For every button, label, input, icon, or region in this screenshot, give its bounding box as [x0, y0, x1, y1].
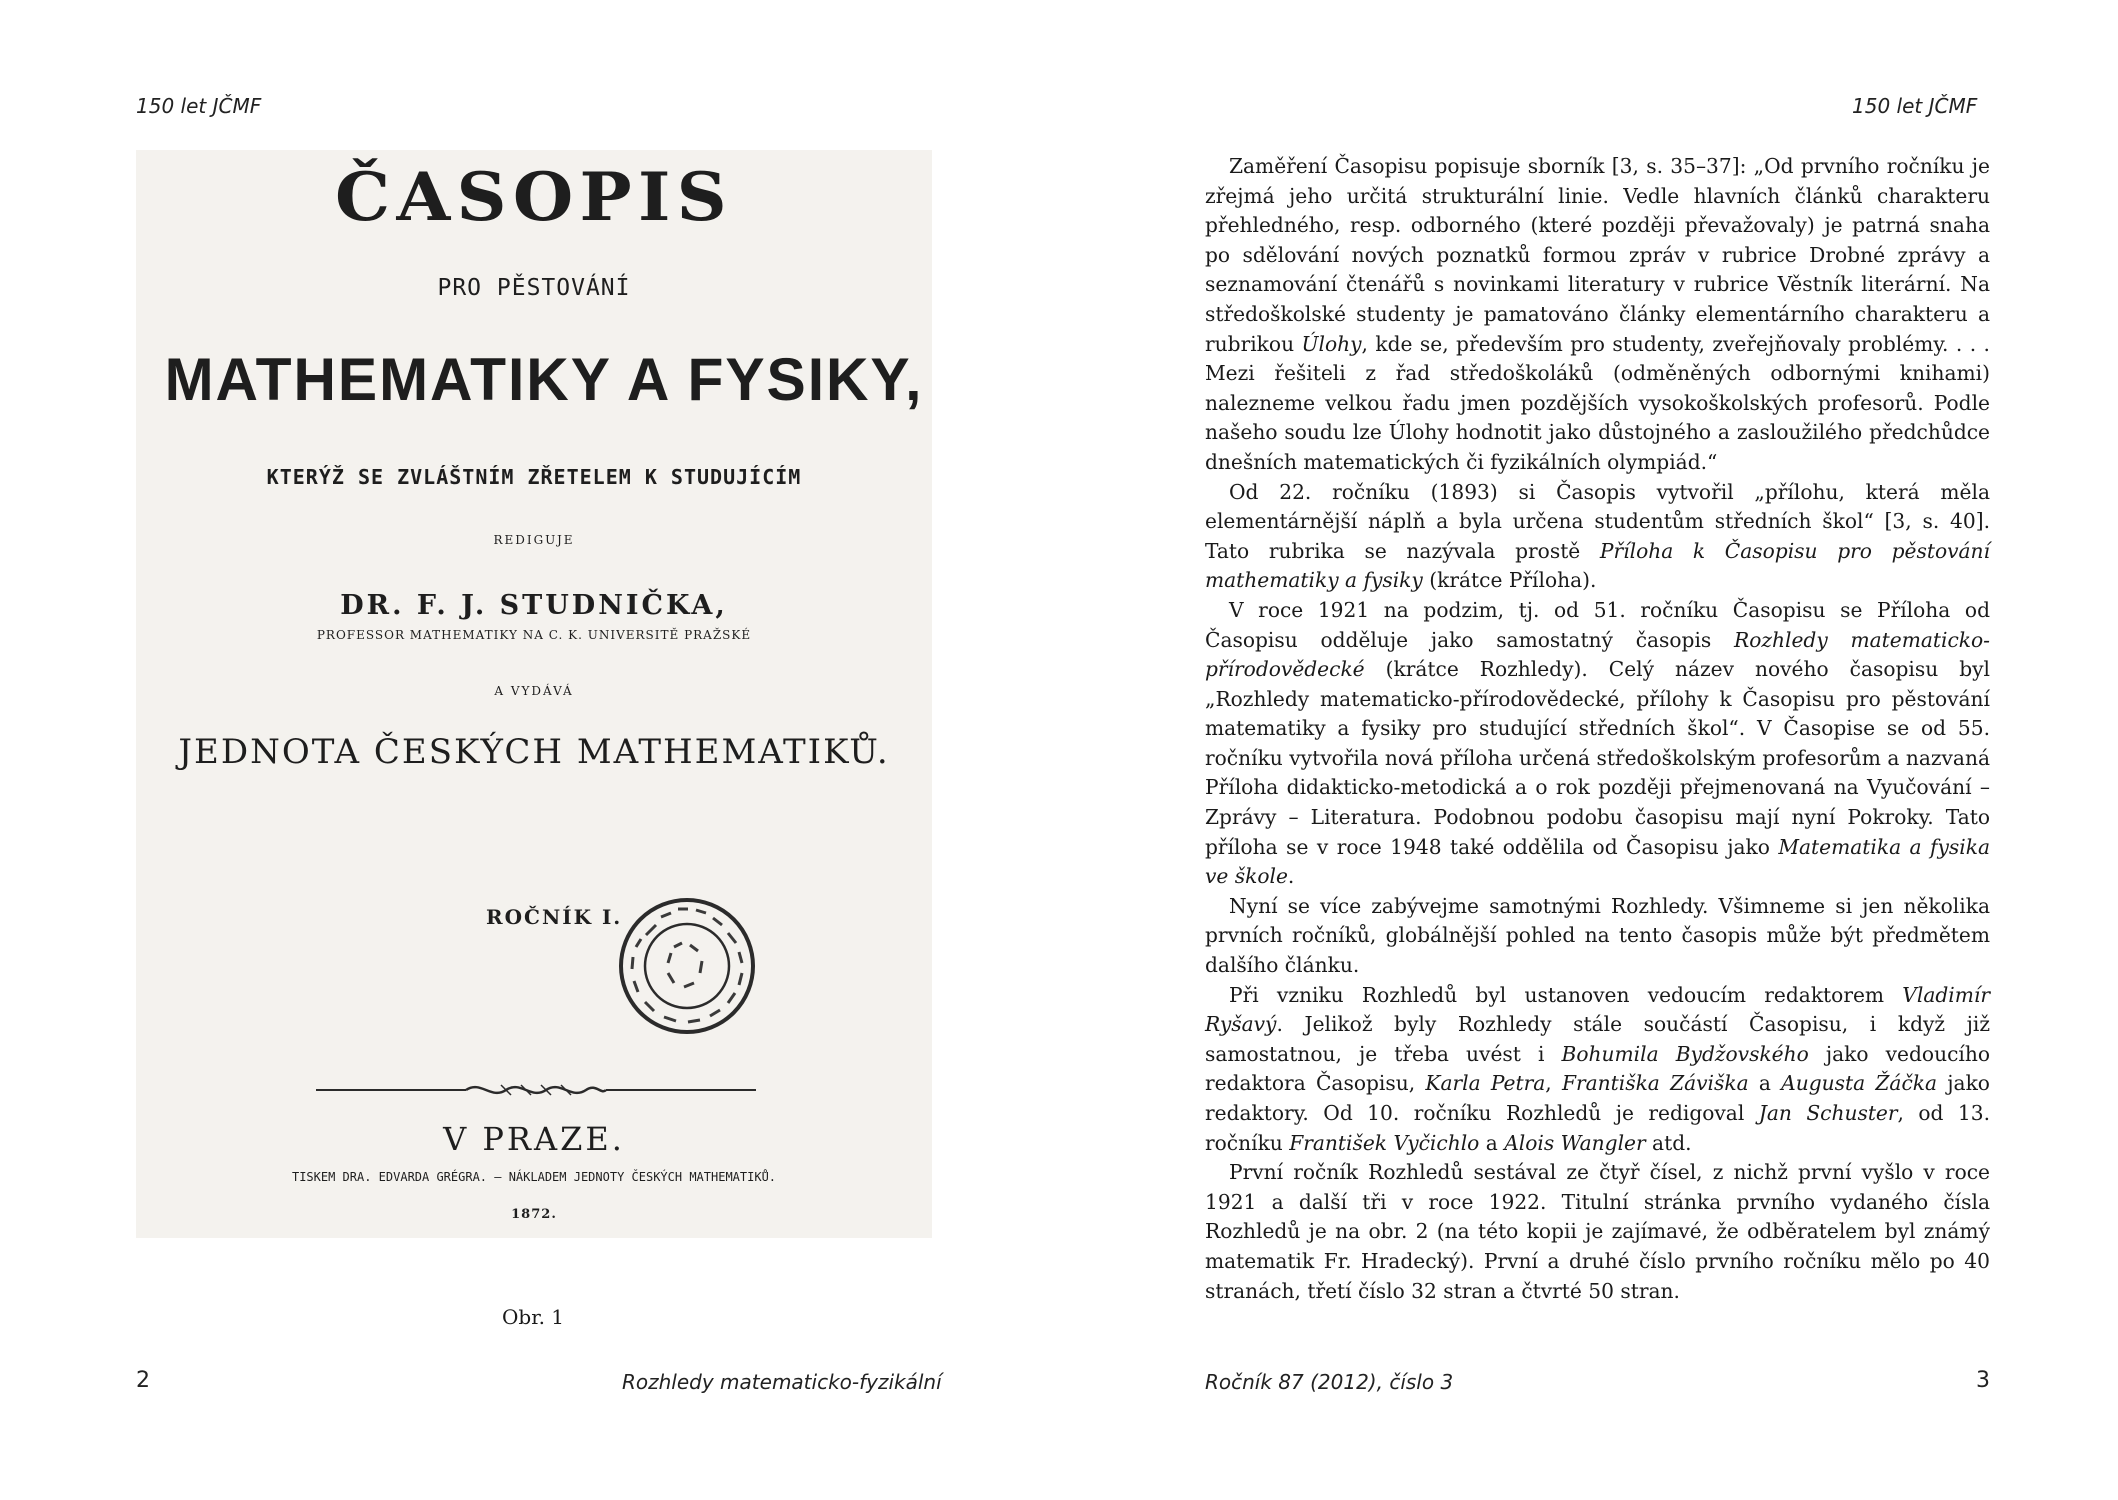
text-run: atd.: [1645, 1130, 1692, 1155]
text-run: , kde se, především pro studenty, zveřejňovaly problémy. . . . Mezi řešiteli z řad středoškoláků (odměněných odbornými knihami) nalezneme velkou řadu jmen pozdějších vysokoškolských profesorů. Podle našeho soudu lze Úlohy hodnotit jako důstojného a zasloužilého předchůdce dnešních matematických či fyzikálních olympiád.“: [1205, 331, 1990, 474]
italic-text: Rozhledy matematicko-přírodovědecké: [1205, 627, 1990, 682]
italic-text: Jan Schuster: [1758, 1101, 1898, 1125]
text-run: První ročník Rozhledů sestával ze čtyř čísel, z nichž první vyšlo v roce 1921 a další tři v roce 1922. Titulní stránka prvního vydaného čísla Rozhledů je na obr. 2 (na této kopii je zajímavé, že odběratelem byl známý matematik Fr. Hradecký). První a druhé číslo prvního ročníku mělo po 40 stranách, třetí číslo 32 stran a čtvrté 50 stran.: [1205, 1160, 1990, 1303]
editor-title: PROFESSOR MATHEMATIKY NA C. K. UNIVERSITĚ PRAŽSKÉ: [316, 628, 752, 642]
text-run: V roce 1921 na podzim, tj. od 51. ročníku Časopisu se Příloha od Časopisu odděluje jako samostatný časopis: [1205, 597, 1990, 652]
text-run: a: [1748, 1071, 1782, 1096]
journal-subtitle: PRO PĚSTOVÁNÍ: [437, 275, 631, 301]
italic-text: Františka Záviška: [1561, 1071, 1749, 1096]
publication-year: 1872.: [511, 1207, 557, 1222]
publication-city: V PRAZE.: [443, 1120, 625, 1158]
text-run: Od 22. ročníku (1893) si Časopis vytvořil „přílohu, která měla elementárnější náplň a byla určena studentům středních škol“ [3, s. 40]. Tato rubrika se nazývala prostě: [1205, 479, 1990, 563]
article-paragraph: [1205, 596, 1990, 892]
printer-line: TISKEM DRA. EDVARDA GRÉGRA. — NÁKLADEM JEDNOTY ČESKÝCH MATHEMATIKŮ.: [291, 1170, 777, 1184]
figure-caption: Obr. 1: [502, 1305, 565, 1329]
journal-main-title: MATHEMATIKY A FYSIKY,: [164, 346, 924, 413]
article-paragraph: [1205, 152, 1990, 478]
text-run: jako redaktory. Od 10. ročníku Rozhledů je redigoval: [1205, 1071, 1990, 1125]
library-stamp: [616, 895, 758, 1037]
journal-title: ČASOPIS: [334, 158, 734, 236]
publisher-name: JEDNOTA ČESKÝCH MATHEMATIKŮ.: [178, 732, 890, 772]
italic-text: Alois Wangler: [1504, 1130, 1646, 1155]
italic-text: Úlohy: [1301, 331, 1362, 356]
left-page-number: 2: [136, 1368, 150, 1393]
journal-subtitle-2: KTERÝŽ SE ZVLÁŠTNÍM ZŘETELEM K STUDUJÍCÍM: [266, 465, 802, 489]
article-paragraph: [1205, 892, 1990, 981]
article-body: [1205, 152, 1990, 1306]
italic-text: Vladimír Ryšavý: [1205, 982, 1990, 1037]
text-run: jako vedoucího redaktora Časopisu,: [1205, 1041, 1990, 1096]
vydava-label: A VYDÁVÁ: [494, 684, 574, 698]
left-running-header: 150 let JČMF: [136, 94, 262, 118]
italic-text: Karla Petra: [1425, 1071, 1546, 1096]
text-run: . Jelikož byly Rozhledy stále součástí Časopisu, i když již samostatnou, je třeba uvést i: [1205, 1012, 1990, 1066]
italic-text: Bohumila Bydžovského: [1561, 1041, 1809, 1066]
text-run: , od 13. ročníku: [1205, 1101, 1990, 1155]
left-running-footer: Rozhledy matematicko-fyzikální: [622, 1370, 942, 1394]
italic-text: František Vyčichlo: [1289, 1130, 1480, 1155]
italic-text: Příloha k Časopisu pro pěstování mathematiky a fysiky: [1205, 538, 1990, 593]
right-running-footer: Ročník 87 (2012), číslo 3: [1205, 1370, 1454, 1394]
italic-text: Augusta Žáčka: [1781, 1071, 1938, 1096]
italic-text: Matematika a fysika ve škole: [1205, 834, 1990, 889]
text-run: Nyní se více zabývejme samotnými Rozhledy. Všimneme si jen několika prvních ročníků, globálnější pohled na tento časopis může být předmětem dalšího článku.: [1205, 893, 1990, 978]
text-run: Při vzniku Rozhledů byl ustanoven vedoucím redaktorem: [1229, 982, 1903, 1007]
right-page-number: 3: [1976, 1368, 1990, 1393]
article-paragraph: [1205, 981, 1990, 1159]
volume-label: ROČNÍK I.: [486, 905, 623, 929]
text-run: Zaměření Časopisu popisuje sborník [3, s. 35–37]: „Od prvního ročníku je zřejmá jeho určitá strukturální linie. Vedle hlavních článků charakteru přehledného, resp. odborného (které později převažovaly) je patrná snaha po sdělování nových poznatků formou zpráv v rubrice Drobné zprávy a seznamování čtenářů s novinkami literatury v rubrice Věstník literární. Na středoškolské studenty je pamatováno články elementárního charakteru a rubrikou: [1205, 154, 1990, 356]
rediguje-label: REDIGUJE: [493, 533, 575, 547]
text-run: ,: [1545, 1071, 1562, 1096]
text-run: (krátce Příloha).: [1422, 568, 1597, 593]
editor-name: DR. F. J. STUDNIČKA,: [340, 590, 728, 621]
article-paragraph: [1205, 1158, 1990, 1306]
text-run: (krátce Rozhledy). Celý název nového časopisu byl „Rozhledy matematicko-přírodovědecké, přílohy k Časopisu pro pěstování matematiky a fysiky pro studující středních škol“. V Časopise se od 55. ročníku vytvořila nová příloha určená středoškolským profesorům a nazvaná Příloha didakticko-metodická a o rok později přejmenovaná na Vyučování – Zprávy – Literatura. Podobnou podobu časopisu mají nyní Pokroky. Tato příloha se v roce 1948 také oddělila od Časopisu jako: [1205, 657, 1990, 859]
scanned-title-page: [136, 150, 932, 1238]
text-run: a: [1479, 1130, 1505, 1155]
right-running-header: 150 let JČMF: [1852, 94, 1978, 118]
text-run: .: [1287, 864, 1295, 889]
decorative-ornament: [316, 1075, 756, 1105]
article-paragraph: [1205, 478, 1990, 596]
